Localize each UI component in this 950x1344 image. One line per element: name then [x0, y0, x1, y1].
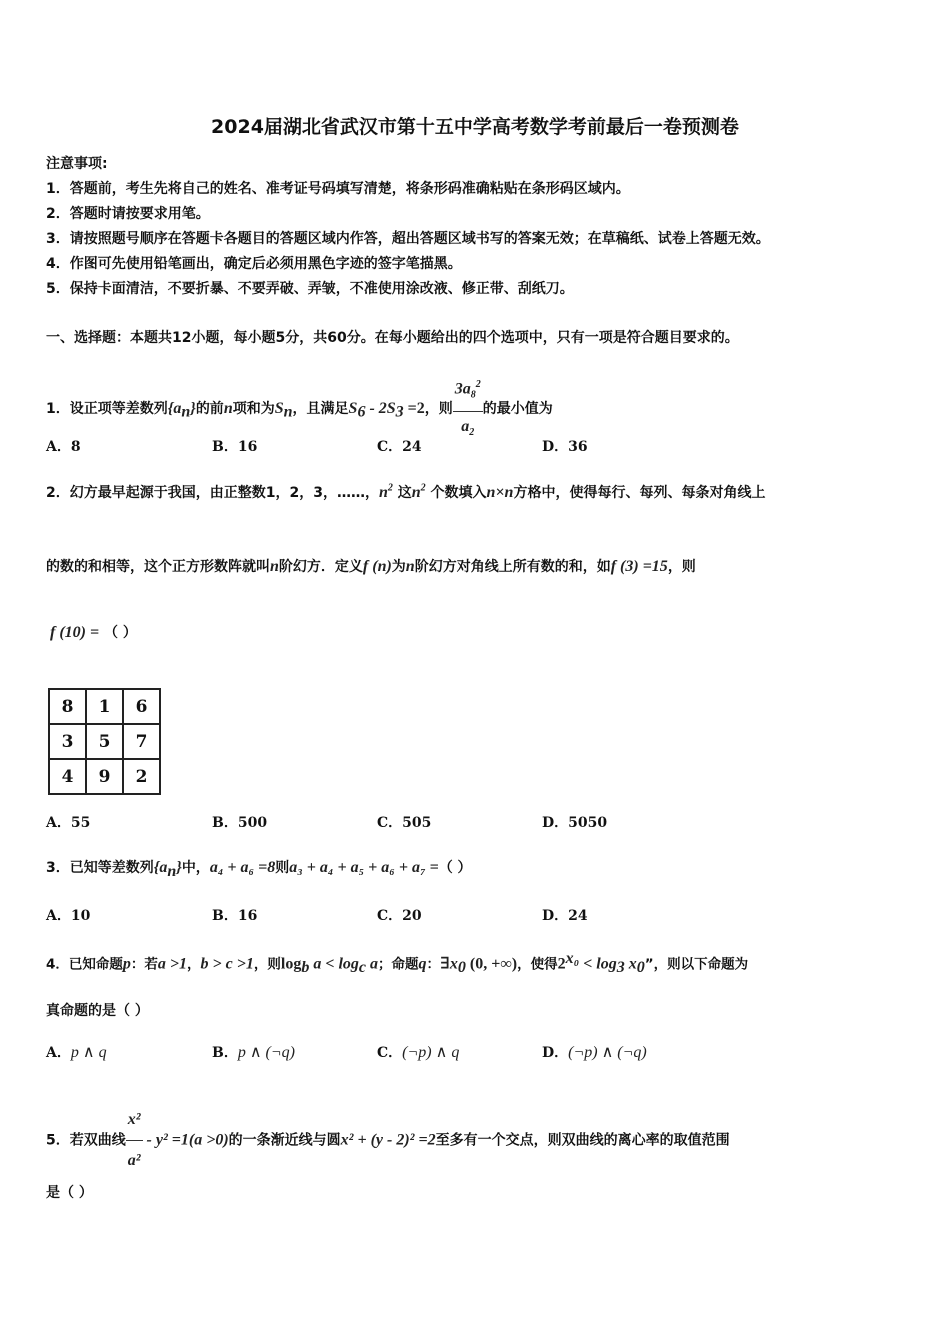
option-c: C．505	[377, 815, 432, 831]
option-c: C．24	[377, 439, 422, 455]
magic-cell: 6	[123, 689, 160, 724]
option-b: B．16	[212, 439, 258, 455]
option-b: B．p ∧ (¬q)	[212, 1044, 296, 1061]
question-1: 1．设正项等差数列$\{a_n\}$的前n项和为$S_n$，且满足$S_6 - 2S_3 =2$，则 $\frac{3a_8^2}{a_2}$ 的最小值为	[46, 370, 553, 448]
magic-cell: 5	[86, 724, 123, 759]
question-4-line-2: 真命题的是（ ）	[46, 1003, 149, 1019]
option-a: A．p ∧ q	[46, 1044, 107, 1061]
question-4: 4．已知命题p：若a >1，b > c >1，则$\log_b a < \log_c a$；命题q：$\exists x_0$ (0, +∞)，使得$2^{x_0} < \log_3 x_0$”，则以下命题为	[46, 950, 749, 977]
fraction: $\frac{3a_8^2}{a_2}$	[453, 370, 483, 448]
question-2-line-2: 的数的和相等，这个正方形数阵就叫n阶幻方．定义f (n)为n阶幻方对角线上所有数的和，如f (3) =15，则	[46, 558, 696, 575]
option-c: C．20	[377, 908, 422, 924]
notice-item: 2．答题时请按要求用笔。	[46, 206, 210, 222]
notice-item: 5．保持卡面清洁，不要折暴、不要弄破、弄皱，不准使用涂改液、修正带、刮纸刀。	[46, 281, 574, 297]
magic-cell: 9	[86, 759, 123, 794]
magic-cell: 8	[49, 689, 86, 724]
question-5-line-2: 是（ ）	[46, 1185, 93, 1201]
magic-cell: 1	[86, 689, 123, 724]
question-3: 3．已知等差数列$\{a_n\}$中，a₄ + a₆ =8则a₃ + a₄ + a₅ + a₆ + a₇ =（ ）	[46, 859, 472, 880]
option-a: A．10	[46, 908, 91, 924]
option-d: D．5050	[542, 815, 608, 831]
magic-cell: 3	[49, 724, 86, 759]
option-d: D．36	[542, 439, 588, 455]
notice-item: 3．请按照题号顺序在答题卡各题目的答题区域内作答，超出答题区域书写的答案无效；在草稿纸、试卷上答题无效。	[46, 231, 770, 247]
fraction: $\frac{\text{x²}}{\text{a²}}$	[126, 1100, 143, 1181]
notice-heading: 注意事项:	[46, 156, 108, 172]
section-heading: 一、选择题：本题共12小题，每小题5分，共60分。在每小题给出的四个选项中，只有一项是符合题目要求的。	[46, 330, 739, 346]
question-2-line-3: f (10) = （ ）	[50, 624, 137, 641]
magic-cell: 4	[49, 759, 86, 794]
option-a: A．55	[46, 815, 91, 831]
option-d: D．(¬p) ∧ (¬q)	[542, 1044, 647, 1061]
question-5: 5．若双曲线 $\frac{\text{x²}}{\text{a²}}$ - y² =1(a >0)的一条渐近线与圆x² + (y - 2)² =2至多有一个交点，则双曲线的离心率的取值范围	[46, 1100, 730, 1181]
magic-cell: 2	[123, 759, 160, 794]
option-b: B．500	[212, 815, 268, 831]
notice-item: 4．作图可先使用铅笔画出，确定后必须用黑色字迹的签字笔描黑。	[46, 256, 462, 272]
option-c: C．(¬p) ∧ q	[377, 1044, 460, 1061]
question-2: 2．幻方最早起源于我国，由正整数1，2，3，……，$n^2$ 这$n^2$ 个数填入n×n方格中，使得每行、每列、每条对角线上	[46, 482, 766, 501]
magic-cell: 7	[123, 724, 160, 759]
magic-square	[48, 688, 161, 795]
option-a: A．8	[46, 439, 81, 455]
option-d: D．24	[542, 908, 588, 924]
notice-item: 1．答题前，考生先将自己的姓名、准考证号码填写清楚，将条形码准确粘贴在条形码区域内。	[46, 181, 630, 197]
option-b: B．16	[212, 908, 258, 924]
page-title: 2024届湖北省武汉市第十五中学高考数学考前最后一卷预测卷	[211, 116, 739, 138]
